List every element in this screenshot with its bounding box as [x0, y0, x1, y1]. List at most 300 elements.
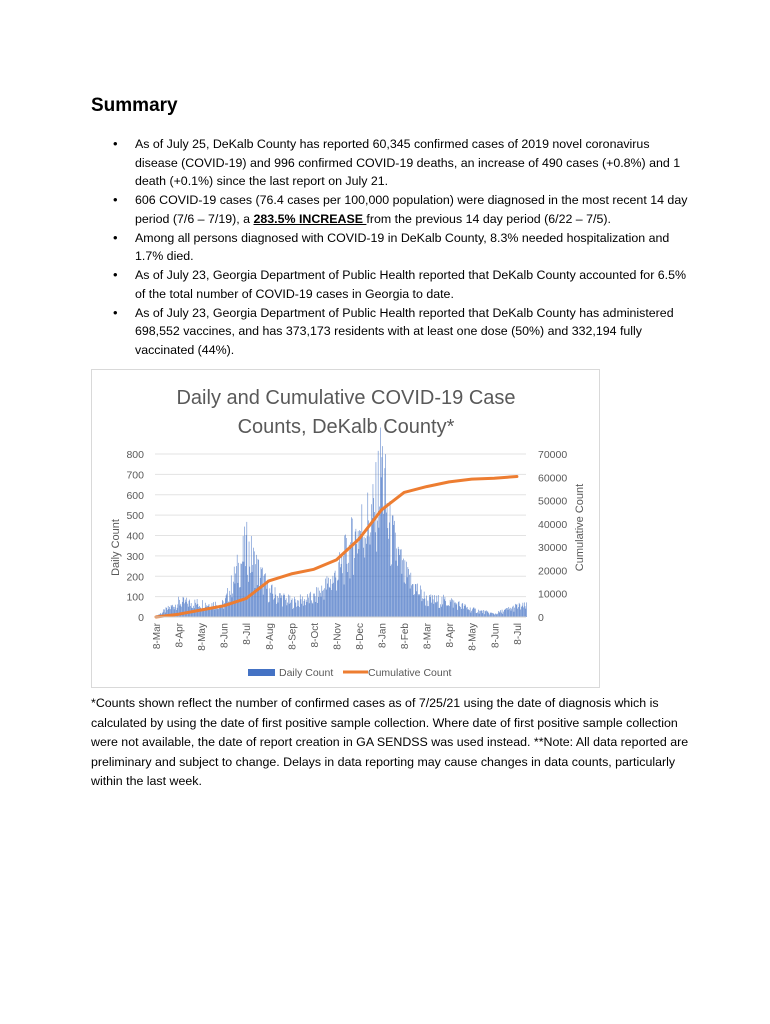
daily-count-bar	[449, 606, 450, 617]
daily-count-bar	[267, 580, 268, 617]
daily-count-bar	[516, 605, 517, 617]
daily-count-bar	[362, 534, 363, 617]
daily-count-bar	[380, 428, 381, 617]
y2-tick-label: 20000	[538, 565, 568, 578]
daily-count-bar	[477, 613, 478, 617]
daily-count-bar	[289, 604, 290, 617]
daily-count-bar	[365, 538, 366, 617]
daily-count-bar	[212, 603, 213, 617]
daily-count-bar	[352, 519, 353, 617]
daily-count-bar	[514, 612, 515, 617]
daily-count-bar	[281, 598, 282, 617]
daily-count-bar	[439, 608, 440, 617]
daily-count-bar	[358, 531, 359, 617]
daily-count-bar	[272, 585, 273, 617]
daily-count-bar	[269, 602, 270, 617]
daily-count-bar	[485, 611, 486, 617]
daily-count-bar	[360, 531, 361, 617]
daily-count-bar	[254, 551, 255, 617]
summary-heading: Summary	[91, 95, 178, 116]
daily-count-bar	[405, 560, 406, 617]
y2-tick-label: 30000	[538, 542, 568, 555]
daily-count-bar	[402, 574, 403, 617]
daily-count-bar	[438, 595, 439, 617]
daily-count-bar	[463, 609, 464, 617]
daily-count-bar	[275, 595, 276, 617]
daily-count-bar	[469, 610, 470, 617]
daily-count-bar	[248, 582, 249, 617]
x-tick-label: 8-Mar	[152, 623, 163, 650]
daily-count-bar	[307, 594, 308, 617]
daily-count-bar	[290, 603, 291, 617]
daily-count-bar	[340, 567, 341, 617]
daily-count-bar	[298, 601, 299, 617]
daily-count-bar	[442, 597, 443, 617]
daily-count-bar	[299, 607, 300, 617]
x-tick-label: 8-Apr	[445, 623, 457, 648]
x-tick-label: 8-Jan	[377, 623, 389, 649]
daily-count-bar	[347, 564, 348, 617]
daily-count-bar	[364, 537, 365, 617]
daily-count-bar	[467, 607, 468, 617]
legend-label-daily: Daily Count	[279, 667, 334, 679]
daily-count-bar	[385, 454, 386, 617]
daily-count-bar	[477, 612, 478, 617]
daily-count-bar	[324, 600, 325, 617]
daily-count-bar	[480, 611, 481, 617]
daily-count-bar	[471, 613, 472, 617]
daily-count-bar	[311, 600, 312, 617]
daily-count-bar	[284, 595, 285, 617]
chart-footnote: *Counts shown reflect the number of confirmed cases as of 7/25/21 using the date of diagnosis which is calculated by using the date of first positive sample collection. Where date of first positive sample collection were not available, the date of report creation in GA SENDSS was used instead. **Note: All data reported are preliminary and subject to change. Delays in data reporting may cause changes in data counts, particularly within the last week.	[91, 696, 689, 788]
daily-count-bar	[505, 609, 506, 617]
daily-count-bar	[415, 584, 416, 617]
daily-count-bar	[499, 613, 500, 617]
daily-count-bar	[431, 594, 432, 617]
daily-count-bar	[295, 599, 296, 617]
daily-count-bar	[264, 574, 265, 617]
daily-count-bar	[468, 609, 469, 617]
daily-count-bar	[247, 522, 248, 617]
daily-count-bar	[264, 576, 265, 617]
daily-count-bar	[374, 512, 375, 617]
daily-count-bar	[359, 549, 360, 617]
daily-count-bar	[396, 548, 397, 617]
daily-count-bar	[400, 550, 401, 617]
daily-count-bar	[244, 562, 245, 617]
daily-count-bar	[230, 595, 231, 617]
daily-count-bar	[525, 606, 526, 617]
daily-count-bar	[336, 591, 337, 617]
daily-count-bar	[448, 606, 449, 617]
daily-count-bar	[508, 607, 509, 617]
daily-count-bar	[470, 608, 471, 617]
daily-count-bar	[271, 585, 272, 617]
daily-count-bar	[376, 462, 377, 617]
daily-count-bar	[451, 602, 452, 617]
daily-count-bar	[486, 610, 487, 617]
daily-count-bar	[523, 603, 524, 617]
daily-count-bar	[253, 548, 254, 617]
daily-count-bar	[434, 595, 435, 617]
daily-count-bar	[436, 596, 437, 617]
daily-count-bar	[184, 603, 185, 617]
daily-count-bar	[521, 607, 522, 617]
daily-count-bar	[224, 609, 225, 617]
daily-count-bar	[413, 595, 414, 617]
daily-count-bar	[395, 533, 396, 617]
y2-tick-label: 50000	[538, 495, 568, 508]
daily-count-bar	[362, 504, 363, 617]
daily-count-bar	[402, 560, 403, 617]
daily-count-bar	[189, 600, 190, 617]
daily-count-bar	[372, 518, 373, 617]
daily-count-bar	[297, 600, 298, 617]
daily-count-bar	[428, 606, 429, 617]
y-tick-label: 200	[126, 571, 144, 584]
daily-count-bar	[325, 579, 326, 617]
y-tick-label: 400	[126, 530, 144, 543]
daily-count-bar	[436, 602, 437, 617]
daily-count-bar	[485, 611, 486, 617]
daily-count-bar	[382, 457, 383, 617]
daily-count-bar	[320, 593, 321, 617]
daily-count-bar	[370, 545, 371, 617]
daily-count-bar	[482, 613, 483, 617]
daily-count-bar	[462, 604, 463, 617]
y-tick-label: 600	[126, 489, 144, 502]
daily-count-bar	[339, 552, 340, 617]
daily-count-bar	[397, 566, 398, 617]
daily-count-bar	[455, 602, 456, 617]
daily-count-bar	[447, 605, 448, 617]
daily-count-bar	[222, 600, 223, 617]
daily-count-bar	[322, 591, 323, 617]
daily-count-bar	[234, 567, 235, 617]
daily-count-bar	[339, 562, 340, 617]
daily-count-bar	[385, 468, 386, 617]
daily-count-bar	[526, 609, 527, 617]
daily-count-bar	[408, 567, 409, 617]
daily-count-bar	[309, 603, 310, 617]
daily-count-bar	[314, 594, 315, 617]
x-tick-label: 8-Feb	[400, 623, 412, 650]
daily-count-bar	[214, 608, 215, 617]
daily-count-bar	[493, 613, 494, 617]
daily-count-bar	[349, 545, 350, 617]
summary-bullet-list	[91, 135, 691, 360]
daily-count-bar	[427, 606, 428, 617]
daily-count-bar	[278, 598, 279, 617]
daily-count-bar	[468, 609, 469, 617]
daily-count-bar	[301, 599, 302, 617]
daily-count-bar	[251, 536, 252, 617]
daily-count-bar	[241, 564, 242, 617]
daily-count-bar	[296, 607, 297, 617]
daily-count-bar	[232, 597, 233, 617]
daily-count-bar	[500, 612, 501, 617]
daily-count-bar	[495, 613, 496, 617]
daily-count-bar	[398, 547, 399, 617]
daily-count-bar	[387, 503, 388, 617]
daily-count-bar	[263, 595, 264, 617]
daily-count-bar	[416, 591, 417, 617]
daily-count-bar	[413, 584, 414, 617]
daily-count-bar	[323, 590, 324, 617]
daily-count-bar	[437, 602, 438, 617]
bullet-item	[91, 304, 691, 360]
daily-count-bar	[312, 603, 313, 617]
daily-count-bar	[524, 602, 525, 617]
daily-count-bar	[288, 595, 289, 617]
daily-count-bar	[472, 609, 473, 617]
daily-count-bar	[425, 606, 426, 617]
daily-count-bar	[298, 606, 299, 617]
daily-count-bar	[316, 602, 317, 617]
daily-count-bar	[306, 600, 307, 617]
daily-count-bar	[292, 598, 293, 617]
daily-count-bar	[260, 578, 261, 617]
daily-count-bar	[284, 593, 285, 617]
daily-count-bar	[420, 586, 421, 618]
chart-title-line: Counts, DeKalb County*	[237, 416, 455, 438]
daily-count-bar	[399, 555, 400, 617]
daily-count-bar	[506, 608, 507, 617]
daily-count-bar	[459, 601, 460, 617]
daily-count-bar	[504, 610, 505, 617]
daily-count-bar	[357, 553, 358, 617]
daily-count-bar	[419, 594, 420, 617]
daily-count-bar	[186, 602, 187, 617]
daily-count-bar	[510, 608, 511, 617]
daily-count-bar	[206, 605, 207, 617]
daily-count-bar	[403, 559, 404, 617]
daily-count-bar	[406, 562, 407, 617]
daily-count-bar	[344, 535, 345, 617]
daily-count-bar	[227, 588, 228, 617]
daily-count-bar	[488, 612, 489, 617]
daily-count-bar	[388, 539, 389, 617]
daily-count-bar	[457, 603, 458, 617]
daily-count-bar	[517, 609, 518, 617]
daily-count-bar	[444, 599, 445, 617]
daily-count-bar	[317, 603, 318, 617]
daily-count-bar	[244, 527, 245, 617]
daily-count-bar	[466, 608, 467, 617]
daily-count-bar	[327, 584, 328, 617]
daily-count-bar	[365, 558, 366, 617]
daily-count-bar	[363, 548, 364, 617]
x-tick-label: 8-Dec	[355, 623, 366, 650]
daily-count-bar	[305, 605, 306, 617]
daily-count-bar	[411, 573, 412, 617]
x-tick-label: 8-Oct	[309, 623, 321, 648]
daily-count-bar	[515, 604, 516, 617]
daily-count-bar	[388, 528, 389, 617]
x-tick-label: 8-Jun	[490, 623, 502, 649]
x-tick-label: 8-Mar	[422, 623, 434, 650]
daily-count-bar	[337, 581, 338, 617]
daily-count-bar	[367, 536, 368, 617]
daily-count-bar	[342, 573, 343, 617]
daily-count-bar	[280, 593, 281, 617]
daily-count-bar	[223, 601, 224, 617]
daily-count-bar	[286, 598, 287, 617]
daily-count-bar	[461, 609, 462, 617]
daily-count-bar	[396, 561, 397, 617]
bullet-item	[91, 229, 691, 266]
daily-count-bar	[381, 477, 382, 617]
daily-count-bar	[418, 594, 419, 617]
daily-count-bar	[373, 484, 374, 617]
covid-case-chart	[91, 369, 600, 688]
daily-count-bar	[273, 600, 274, 617]
daily-count-bar	[390, 566, 391, 617]
daily-count-bar	[290, 596, 291, 617]
y2-tick-label: 60000	[538, 472, 568, 485]
daily-count-bar	[197, 599, 198, 617]
daily-count-bar	[181, 607, 182, 617]
daily-count-bar	[281, 595, 282, 617]
daily-count-bar	[407, 577, 408, 617]
daily-count-bar	[187, 604, 188, 617]
daily-count-bar	[392, 516, 393, 618]
daily-count-bar	[424, 592, 425, 617]
y2-tick-label: 70000	[538, 449, 568, 461]
daily-count-bar	[478, 610, 479, 617]
daily-count-bar	[462, 603, 463, 617]
daily-count-bar	[296, 603, 297, 617]
daily-count-bar	[460, 607, 461, 617]
daily-count-bar	[465, 604, 466, 617]
daily-count-bar	[391, 564, 392, 617]
daily-count-bar	[445, 601, 446, 617]
daily-count-bar	[235, 574, 236, 617]
daily-count-bar	[279, 593, 280, 617]
y2-axis-title: Cumulative Count	[574, 483, 586, 572]
daily-count-bar	[520, 604, 521, 617]
daily-count-bar	[210, 610, 211, 617]
daily-count-bar	[283, 595, 284, 617]
daily-count-bar	[330, 579, 331, 617]
legend-swatch-daily	[248, 669, 275, 676]
daily-count-bar	[313, 604, 314, 617]
daily-count-bar	[518, 607, 519, 617]
daily-count-bar	[435, 602, 436, 617]
daily-count-bar	[408, 569, 409, 617]
daily-count-bar	[268, 602, 269, 617]
y-tick-label: 700	[126, 469, 144, 482]
increase-emphasis: 283.5% INCREASE	[253, 211, 367, 226]
daily-count-bar	[218, 607, 219, 617]
daily-count-bar	[265, 573, 266, 617]
daily-count-bar	[321, 586, 322, 617]
x-tick-label: 8-Jul	[512, 623, 524, 645]
bullet-text: 606 COVID-19 cases (76.4 cases per 100,000 population) were diagnosed in the most recent 14 day period (7/6 – 7/19), a	[135, 193, 688, 226]
daily-count-bar	[275, 587, 276, 617]
daily-count-bar	[508, 610, 509, 617]
daily-count-bar	[308, 598, 309, 617]
x-tick-label: 8-Nov	[332, 623, 344, 650]
daily-count-bar	[310, 592, 311, 617]
daily-count-bar	[377, 521, 378, 617]
daily-count-bar	[509, 609, 510, 617]
daily-count-bar	[393, 525, 394, 617]
daily-count-bar	[474, 607, 475, 617]
daily-count-bar	[456, 605, 457, 617]
daily-count-bar	[256, 555, 257, 617]
daily-count-bar	[405, 584, 406, 617]
daily-count-bar	[440, 604, 441, 617]
daily-count-bar	[416, 584, 417, 617]
daily-count-bar	[409, 575, 410, 617]
daily-count-bar	[513, 606, 514, 617]
daily-count-bar	[448, 605, 449, 617]
daily-count-bar	[342, 554, 343, 617]
daily-count-bar	[304, 601, 305, 617]
daily-count-bar	[441, 607, 442, 617]
daily-count-bar	[386, 513, 387, 617]
daily-count-bar	[189, 601, 190, 617]
daily-count-bar	[225, 598, 226, 617]
daily-count-bar	[293, 608, 294, 617]
daily-count-bar	[276, 604, 277, 617]
daily-count-bar	[324, 588, 325, 617]
daily-count-bar	[512, 607, 513, 617]
daily-count-bar	[240, 587, 241, 617]
daily-count-bar	[476, 613, 477, 617]
daily-count-bar	[479, 614, 480, 617]
daily-count-bar	[399, 549, 400, 617]
daily-count-bar	[215, 602, 216, 617]
daily-count-bar	[315, 596, 316, 617]
daily-count-bar	[492, 613, 493, 617]
daily-count-bar	[434, 604, 435, 617]
daily-count-bar	[338, 580, 339, 617]
daily-count-bar	[294, 597, 295, 617]
daily-count-bar	[428, 601, 429, 617]
daily-count-bar	[212, 608, 213, 617]
y-tick-label: 300	[126, 550, 144, 563]
daily-count-bar	[517, 604, 518, 617]
daily-count-bar	[464, 606, 465, 617]
daily-count-bar	[336, 577, 337, 617]
daily-count-bar	[412, 584, 413, 617]
daily-count-bar	[331, 590, 332, 617]
x-tick-label: 8-May	[197, 623, 209, 651]
daily-count-bar	[334, 573, 335, 617]
daily-count-bar	[475, 609, 476, 617]
bullet-text: As of July 23, Georgia Department of Public Health reported that DeKalb County has administered 698,552 vaccines, and has 373,173 residents with at least one dose (50%) and 332,194 fully vaccinated (44%).	[135, 305, 674, 357]
daily-count-bar	[458, 602, 459, 617]
daily-count-bar	[242, 562, 243, 617]
daily-count-bar	[514, 608, 515, 617]
daily-count-bar	[328, 578, 329, 617]
daily-count-bar	[384, 506, 385, 617]
daily-count-bar	[375, 532, 376, 617]
daily-count-bar	[285, 600, 286, 617]
daily-count-bar	[353, 545, 354, 617]
daily-count-bar	[482, 611, 483, 617]
daily-count-bar	[432, 595, 433, 617]
daily-count-bar	[217, 609, 218, 617]
daily-count-bar	[300, 594, 301, 617]
daily-count-bar	[451, 598, 452, 617]
daily-count-bar	[426, 596, 427, 617]
daily-count-bar	[303, 606, 304, 617]
daily-count-bar	[266, 584, 267, 617]
daily-count-bar	[218, 609, 219, 617]
